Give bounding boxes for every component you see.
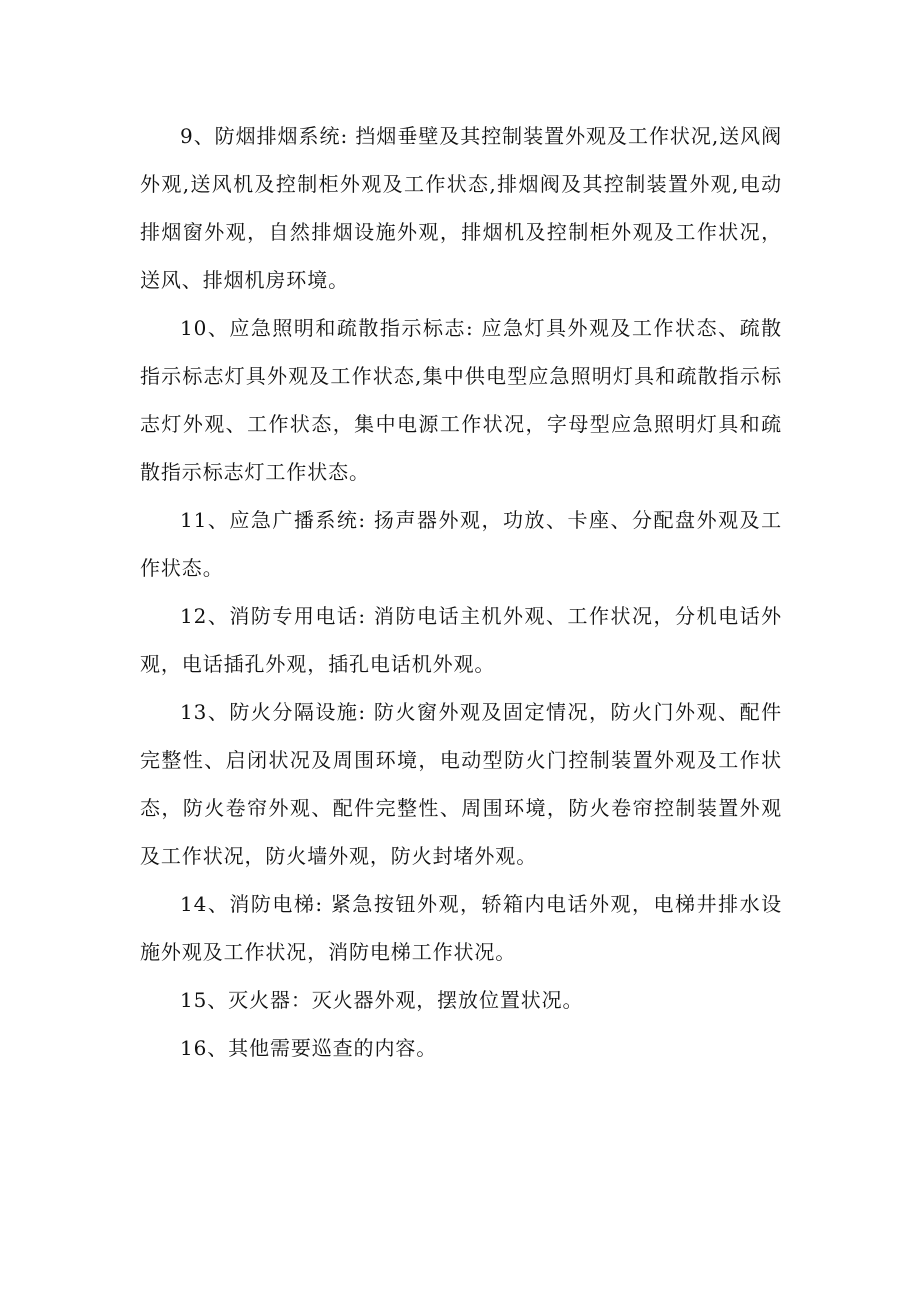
paragraph-15-extinguishers: 15、灭火器：灭火器外观，摆放位置状况。 bbox=[180, 988, 584, 1012]
paragraph-16-other: 16、其他需要巡查的内容。 bbox=[180, 1036, 438, 1060]
paragraph-10-emergency-lighting: 10、应急照明和疏散指示标志: 应急灯具外观及工作状态、疏散指示标志灯具外观及工作状态,集中供电型应急照明灯具和疏散指示标志灯外观、工作状态，集中电源工作状况，字母型应急照明灯具和疏散指示标志灯工作状态。 bbox=[140, 316, 782, 484]
paragraph-14-fire-elevator: 14、消防电梯: 紧急按钮外观，轿箱内电话外观，电梯井排水设施外观及工作状况，消防电梯工作状况。 bbox=[140, 892, 782, 964]
paragraph-11-emergency-broadcast: 11、应急广播系统: 扬声器外观，功放、卡座、分配盘外观及工作状态。 bbox=[140, 508, 782, 580]
paragraph-9-smoke-control: 9、防烟排烟系统: 挡烟垂壁及其控制装置外观及工作状况,送风阀外观,送风机及控制柜外观及工作状态,排烟阀及其控制装置外观,电动排烟窗外观，自然排烟设施外观，排烟机及控制柜外观及工作状况，送风、排烟机房环境。 bbox=[140, 124, 782, 292]
document-body bbox=[140, 112, 782, 1072]
paragraph-12-fire-telephone: 12、消防专用电话: 消防电话主机外观、工作状况，分机电话外观，电话插孔外观，插孔电话机外观。 bbox=[140, 604, 782, 676]
paragraph-13-fire-separation: 13、防火分隔设施: 防火窗外观及固定情况，防火门外观、配件完整性、启闭状况及周围环境，电动型防火门控制装置外观及工作状态，防火卷帘外观、配件完整性、周围环境，防火卷帘控制装置外观及工作状况，防火墙外观，防火封堵外观。 bbox=[140, 700, 782, 868]
